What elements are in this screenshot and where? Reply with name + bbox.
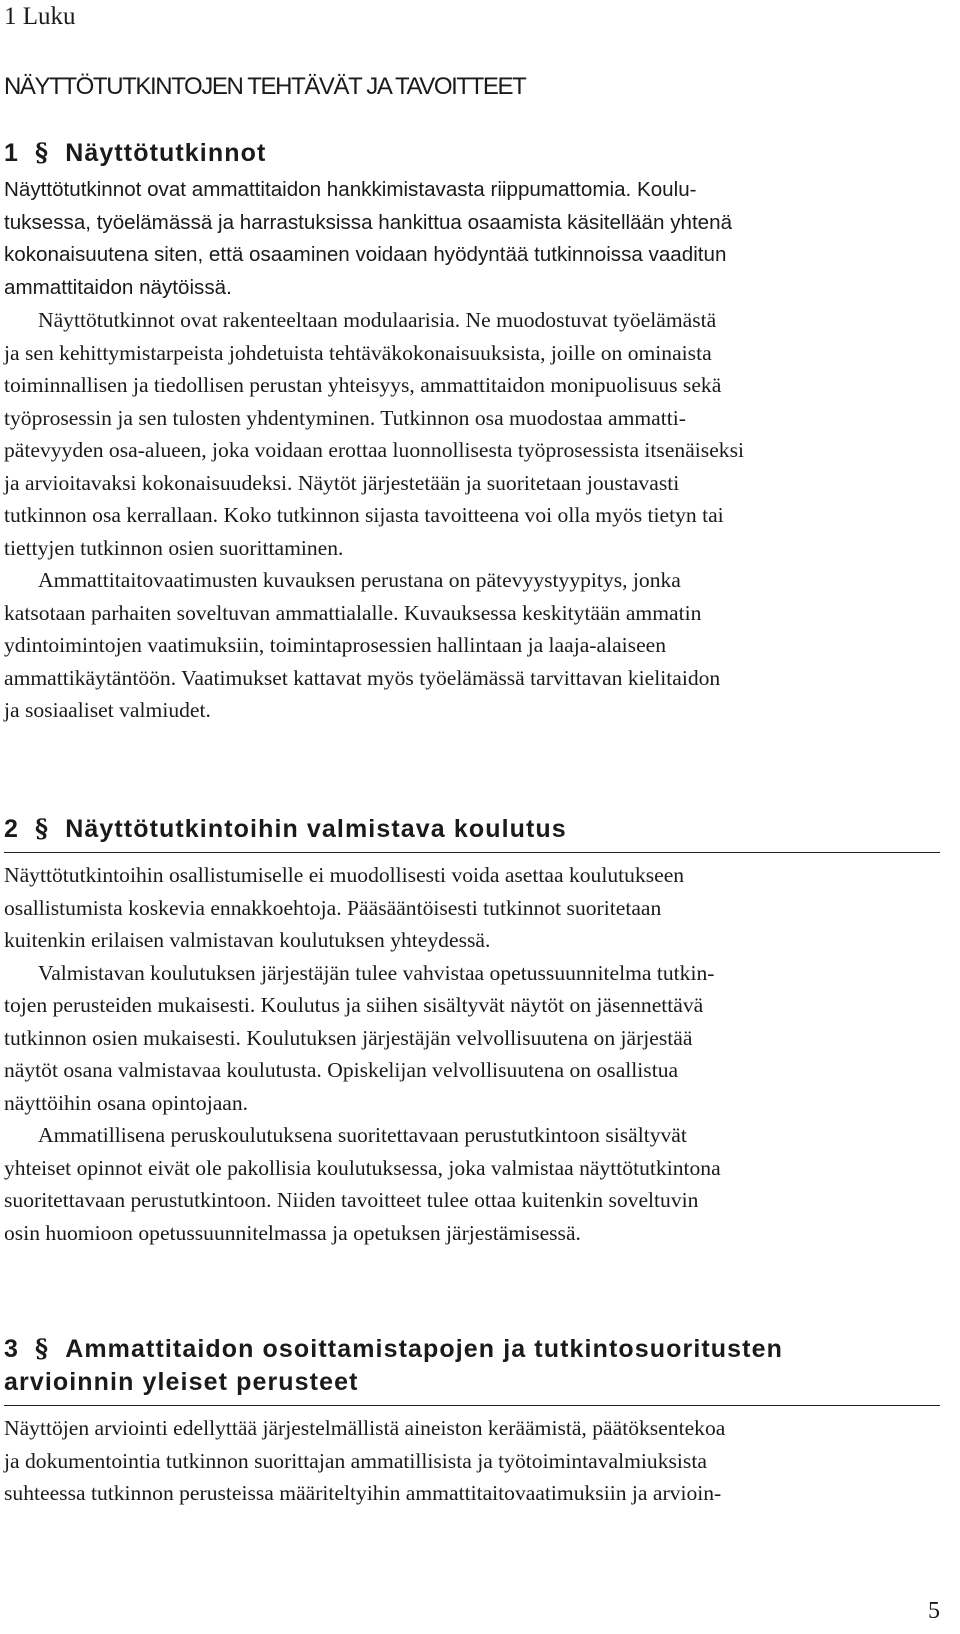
text-line: pätevyyden osa-alueen, joka voidaan erottaa luonnollisesta työprosessista itsenäiseksi bbox=[4, 438, 744, 462]
text-line: Näyttöjen arviointi edellyttää järjestelmällistä aineiston keräämistä, päätöksentekoa bbox=[4, 1416, 726, 1440]
paragraph bbox=[4, 859, 940, 957]
text-line: tiettyjen tutkinnon osien suorittaminen. bbox=[4, 535, 344, 560]
text-line: Näyttötutkinnot ovat rakenteeltaan modulaarisia. Ne muodostuvat työelämästä bbox=[38, 308, 717, 332]
text-line: tutkinnon osa kerrallaan. Koko tutkinnon sijasta tavoitteena voi olla myös tietyn tai bbox=[4, 503, 724, 527]
text-line: osin huomioon opetussuunnitelmassa ja opetuksen järjestämisessä. bbox=[4, 1220, 581, 1245]
text-line: Ammatillisena peruskoulutuksena suoritettavaan perustutkintoon sisältyvät bbox=[38, 1123, 687, 1147]
text-line: yhteiset opinnot eivät ole pakollisia koulutuksessa, joka valmistaa näyttötutkintona bbox=[4, 1155, 721, 1180]
section-mark: § bbox=[35, 1334, 50, 1363]
section-1 bbox=[4, 136, 940, 727]
section-heading bbox=[4, 136, 940, 170]
text-line: tutkinnon osien mukaisesti. Koulutuksen järjestäjän velvollisuutena on järjestää bbox=[4, 1025, 693, 1050]
text-line: Valmistavan koulutuksen järjestäjän tulee vahvistaa opetussuunnitelma tutkin- bbox=[38, 960, 715, 985]
text-line: toiminnallisen ja tiedollisen perustan yhteisyys, ammattitaidon monipuolisuus sekä bbox=[4, 373, 722, 397]
paragraph bbox=[4, 564, 940, 727]
text-line: ja sosiaaliset valmiudet. bbox=[4, 698, 211, 722]
text-line: tuksessa, työelämässä ja harrastuksissa hankittua osaamista käsitellään yhtenä bbox=[4, 210, 733, 234]
text-line: Näyttötutkintoihin osallistumiselle ei muodollisesti voida asettaa koulutukseen bbox=[4, 863, 685, 887]
section-mark: § bbox=[35, 814, 50, 843]
text-line: Näyttötutkinnot ovat ammattitaidon hankkimistavasta riippumattomia. Koulu- bbox=[4, 178, 697, 201]
page-number: 5 bbox=[928, 1598, 940, 1624]
text-line: näyttöihin osana opintojaan. bbox=[4, 1090, 249, 1115]
section-heading bbox=[4, 1332, 940, 1399]
section-heading bbox=[4, 812, 940, 846]
text-line: työprosessin ja sen tulosten yhdentyminen. Tutkinnon osa muodostaa ammatti- bbox=[4, 405, 686, 430]
section-title-line: Ammattitaidon osoittamistapojen ja tutkintosuoritusten bbox=[65, 1335, 783, 1363]
text-line: tojen perusteiden mukaisesti. Koulutus ja siihen sisältyvät näytöt on jäsennettävä bbox=[4, 993, 704, 1017]
section-title: Näyttötutkintoihin valmistava koulutus bbox=[65, 815, 567, 843]
section-number: 1 bbox=[4, 139, 20, 167]
chapter-title: NÄYTTÖTUTKINTOJEN TEHTÄVÄT JA TAVOITTEET bbox=[4, 73, 526, 100]
text-line: suhteessa tutkinnon perusteissa määriteltyihin ammattitaitovaatimuksiin ja arvioin- bbox=[4, 1481, 722, 1505]
section-number: 3 bbox=[4, 1335, 20, 1363]
section-2 bbox=[4, 812, 940, 1249]
text-line: suoritettavaan perustutkintoon. Niiden tavoitteet tulee ottaa kuitenkin soveltuvin bbox=[4, 1188, 699, 1212]
text-line: kuitenkin erilaisen valmistavan koulutuksen yhteydessä. bbox=[4, 928, 491, 952]
text-line: kokonaisuutena siten, että osaaminen voidaan hyödyntää tutkinnoissa vaaditun bbox=[4, 243, 727, 266]
text-line: katsotaan parhaiten soveltuvan ammattialalle. Kuvauksessa keskitytään ammatin bbox=[4, 600, 702, 625]
paragraph bbox=[4, 174, 940, 304]
paragraph bbox=[4, 1412, 940, 1510]
text-line: osallistumista koskevia ennakkoehtoja. Pääsääntöisesti tutkinnot suoritetaan bbox=[4, 895, 662, 920]
text-line: ammattitaidon näytöissä. bbox=[4, 275, 232, 299]
text-line: näytöt osana valmistavaa koulutusta. Opiskelijan velvollisuutena on osallistua bbox=[4, 1058, 679, 1082]
text-line: ja arvioitavaksi kokonaisuudeksi. Näytöt järjestetään ja suoritetaan joustavasti bbox=[4, 470, 680, 495]
text-line: ja sen kehittymistarpeista johdetuista tehtäväkokonaisuuksista, joille on ominaista bbox=[4, 340, 712, 365]
section-mark: § bbox=[35, 138, 50, 167]
section-number: 2 bbox=[4, 815, 20, 843]
text-line: ammattikäytäntöön. Vaatimukset kattavat myös työelämässä tarvittavan kielitaidon bbox=[4, 665, 721, 690]
text-line: ydintoimintojen vaatimuksiin, toimintaprosessien hallintaan ja laaja-alaiseen bbox=[4, 633, 667, 657]
text-line: Ammattitaitovaatimusten kuvauksen perustana on pätevyystyypitys, jonka bbox=[38, 568, 681, 592]
paragraph bbox=[4, 957, 940, 1120]
section-title-line: arvioinnin yleiset perusteet bbox=[4, 1368, 359, 1396]
section-3 bbox=[4, 1332, 940, 1510]
paragraph bbox=[4, 304, 940, 564]
chapter-label: 1 Luku bbox=[4, 3, 76, 30]
section-title: Näyttötutkinnot bbox=[65, 139, 267, 167]
text-line: ja dokumentointia tutkinnon suorittajan ammatillisista ja työtoimintavalmiuksista bbox=[4, 1448, 707, 1473]
paragraph bbox=[4, 1119, 940, 1249]
